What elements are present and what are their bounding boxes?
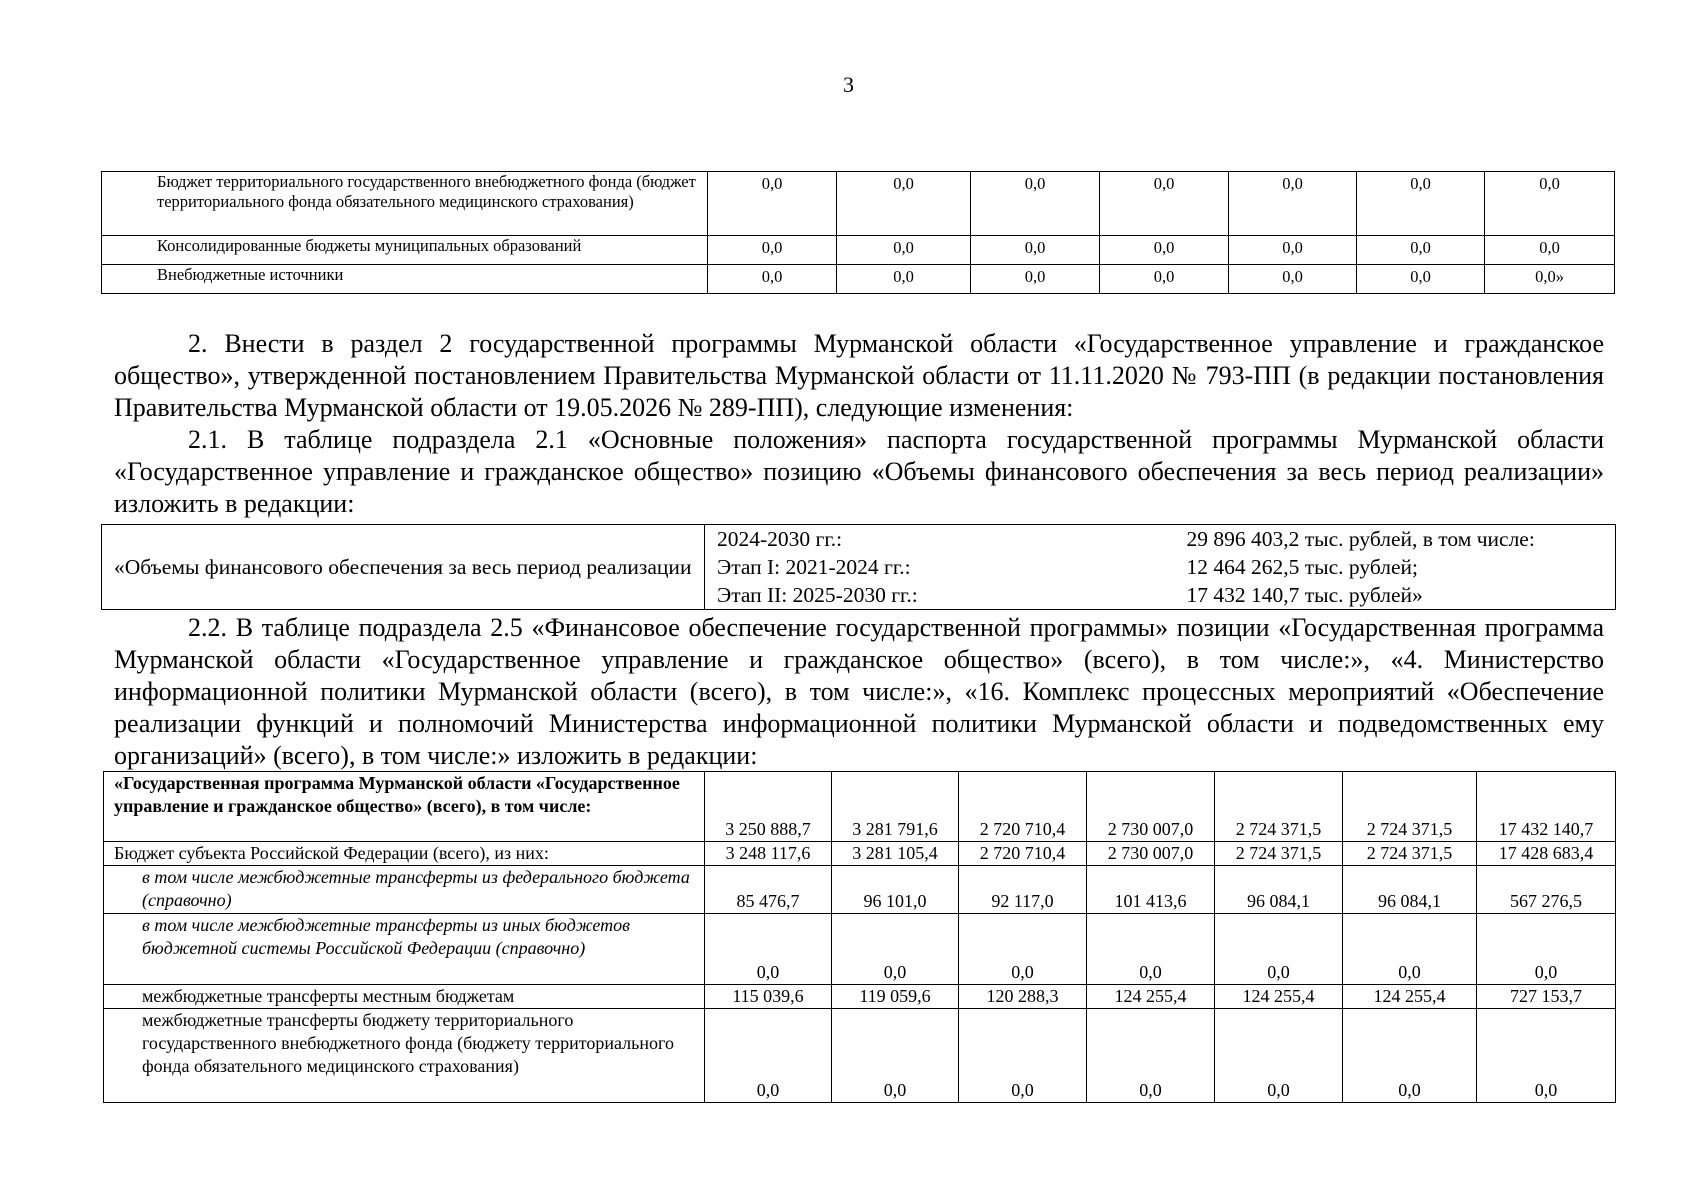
cell-value: 0,0 <box>708 172 837 236</box>
volume-amounts <box>1175 525 1616 610</box>
cell-value: 0,0 <box>971 265 1100 294</box>
cell-value: 3 281 105,4 <box>832 842 959 866</box>
cell-value: 727 153,7 <box>1477 985 1616 1009</box>
period-line: Этап II: 2025-2030 гг.: <box>717 583 918 607</box>
table-row <box>104 985 1616 1009</box>
table-row <box>102 172 1615 236</box>
cell-value: 96 101,0 <box>832 866 959 914</box>
cell-value: 3 281 791,6 <box>832 772 959 842</box>
cell-value: 0,0 <box>1485 236 1615 265</box>
period-line: 2024-2030 гг.: <box>717 527 843 551</box>
cell-value: 0,0 <box>959 914 1087 985</box>
cell-value: 85 476,7 <box>705 866 832 914</box>
cell-value: 0,0 <box>837 172 971 236</box>
period-line: Этап I: 2021-2024 гг.: <box>717 555 911 579</box>
cell-value: 0,0 <box>959 1009 1087 1103</box>
amount-line: 29 896 403,2 тыс. рублей, в том числе: <box>1186 527 1535 551</box>
cell-value: 17 428 683,4 <box>1477 842 1616 866</box>
cell-value: 115 039,6 <box>705 985 832 1009</box>
paragraph-2-1: 2.1. В таблице подраздела 2.1 «Основные положения» паспорта государственной программы Мурманской области «Государственное управление и гражданское общество» позицию «Объемы финансового обеспечения за весь период реализации» изложить в редакции: <box>114 425 1604 518</box>
cell-value: 0,0 <box>1357 265 1485 294</box>
row-label: межбюджетные трансферты бюджету территориального государственного внебюджетного фонда (бюджету территориального фонда обязательного медицинского страхования) <box>104 1009 705 1103</box>
table-row <box>102 236 1615 265</box>
cell-value: 0,0 <box>705 914 832 985</box>
table-row <box>104 842 1616 866</box>
cell-value: 0,0 <box>1100 265 1229 294</box>
row-label: в том числе межбюджетные трансферты из иных бюджетов бюджетной системы Российской Федерации (справочно) <box>104 914 705 985</box>
funding-volume-table <box>101 524 1616 610</box>
row-label: Бюджет территориального государственного внебюджетного фонда (бюджет территориального фонда обязательного медицинского страхования) <box>102 172 708 236</box>
cell-value: 0,0 <box>1229 265 1357 294</box>
amount-line: 17 432 140,7 тыс. рублей» <box>1186 583 1423 607</box>
amendment-text-block <box>114 328 1604 520</box>
cell-value: 0,0 <box>1100 172 1229 236</box>
cell-value: 2 724 371,5 <box>1215 772 1343 842</box>
cell-value: 0,0 <box>708 265 837 294</box>
cell-value: 0,0 <box>837 265 971 294</box>
cell-value: 2 720 710,4 <box>959 842 1087 866</box>
cell-value: 120 288,3 <box>959 985 1087 1009</box>
cell-value: 567 276,5 <box>1477 866 1616 914</box>
row-label: Внебюджетные источники <box>102 265 708 294</box>
cell-value: 124 255,4 <box>1215 985 1343 1009</box>
table-row <box>104 866 1616 914</box>
cell-value: 96 084,1 <box>1215 866 1343 914</box>
table-row <box>104 914 1616 985</box>
cell-value: 0,0 <box>1215 1009 1343 1103</box>
cell-value: 0,0 <box>832 914 959 985</box>
cell-value: 0,0 <box>1100 236 1229 265</box>
row-label: межбюджетные трансферты местным бюджетам <box>104 985 705 1009</box>
cell-value: 0,0 <box>708 236 837 265</box>
cell-value: 0,0 <box>971 236 1100 265</box>
paragraph-2-2: 2.2. В таблице подраздела 2.5 «Финансовое обеспечение государственной программы» позиции «Государственная программа Мурманской области «Государственное управление и гражданское общество» (всего), в том числе:», «4. Министерство информационной политики Мурманской области (всего), в том числе:», «16. Комплекс процессных мероприятий «Обеспечение реализации функций и полномочий Министерства информационной политики Мурманской области и подведомственных ему организаций» (всего), в том числе:» изложить в редакции: <box>114 613 1604 770</box>
amendment-text-block-2 <box>114 612 1604 772</box>
cell-value: 0,0 <box>832 1009 959 1103</box>
volume-label: «Объемы финансового обеспечения за весь период реализации <box>102 525 705 610</box>
page-number: 3 <box>843 72 854 97</box>
cell-value: 0,0 <box>837 236 971 265</box>
cell-value: 2 730 007,0 <box>1087 842 1215 866</box>
cell-value: 0,0» <box>1485 265 1615 294</box>
cell-value: 0,0 <box>1087 914 1215 985</box>
row-label: в том числе межбюджетные трансферты из федерального бюджета (справочно) <box>104 866 705 914</box>
finance-table <box>103 771 1616 1103</box>
cell-value: 124 255,4 <box>1343 985 1477 1009</box>
paragraph-2: 2. Внести в раздел 2 государственной программы Мурманской области «Государственное управление и гражданское общество», утвержденной постановлением Правительства Мурманской области от 11.11.2020 № 793-ПП (в редакции постановления Правительства Мурманской области от 19.05.2026 № 289-ПП), следующие изменения: <box>114 329 1604 422</box>
row-label: Консолидированные бюджеты муниципальных образований <box>102 236 708 265</box>
table-row <box>104 772 1616 842</box>
cell-value: 2 730 007,0 <box>1087 772 1215 842</box>
cell-value: 0,0 <box>1477 1009 1616 1103</box>
cell-value: 0,0 <box>705 1009 832 1103</box>
cell-value: 3 250 888,7 <box>705 772 832 842</box>
cell-value: 0,0 <box>1477 914 1616 985</box>
cell-value: 0,0 <box>1343 1009 1477 1103</box>
cell-value: 2 724 371,5 <box>1343 842 1477 866</box>
cell-value: 2 724 371,5 <box>1343 772 1477 842</box>
budget-sources-table <box>101 171 1615 294</box>
cell-value: 0,0 <box>1343 914 1477 985</box>
cell-value: 2 720 710,4 <box>959 772 1087 842</box>
cell-value: 101 413,6 <box>1087 866 1215 914</box>
cell-value: 0,0 <box>971 172 1100 236</box>
cell-value: 3 248 117,6 <box>705 842 832 866</box>
cell-value: 17 432 140,7 <box>1477 772 1616 842</box>
table-row <box>102 265 1615 294</box>
cell-value: 92 117,0 <box>959 866 1087 914</box>
cell-value: 0,0 <box>1087 1009 1215 1103</box>
cell-value: 0,0 <box>1229 236 1357 265</box>
table-row <box>102 525 1616 610</box>
volume-periods <box>705 525 1175 610</box>
table-row <box>104 1009 1616 1103</box>
amount-line: 12 464 262,5 тыс. рублей; <box>1186 555 1418 579</box>
cell-value: 0,0 <box>1485 172 1615 236</box>
cell-value: 0,0 <box>1229 172 1357 236</box>
cell-value: 0,0 <box>1357 236 1485 265</box>
cell-value: 119 059,6 <box>832 985 959 1009</box>
cell-value: 2 724 371,5 <box>1215 842 1343 866</box>
cell-value: 0,0 <box>1215 914 1343 985</box>
row-label: «Государственная программа Мурманской области «Государственное управление и гражданское общество» (всего), в том числе: <box>104 772 705 842</box>
row-label: Бюджет субъекта Российской Федерации (всего), из них: <box>104 842 705 866</box>
cell-value: 124 255,4 <box>1087 985 1215 1009</box>
cell-value: 0,0 <box>1357 172 1485 236</box>
cell-value: 96 084,1 <box>1343 866 1477 914</box>
